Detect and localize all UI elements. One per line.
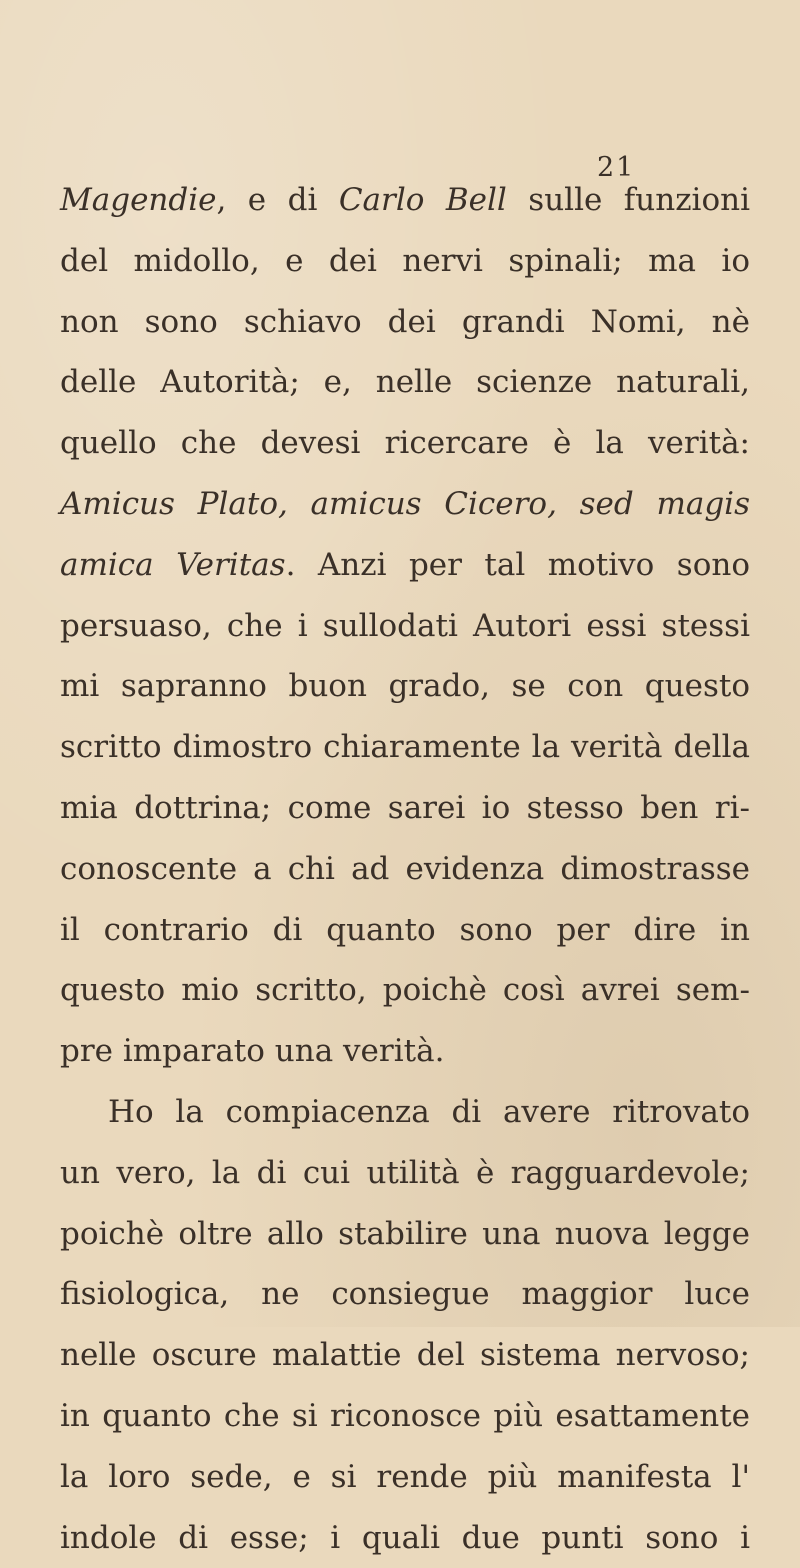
text-line: amica Veritas. Anzi per tal motivo sono bbox=[60, 546, 750, 583]
text-line: indole di esse; i quali due punti sono i bbox=[60, 1519, 750, 1556]
text-line: Magendie, e di Carlo Bell sulle funzioni bbox=[60, 182, 750, 218]
text-line: Ho la compiacenza di avere ritrovato bbox=[108, 1093, 750, 1130]
text-line: il contrario di quanto sono per dire in bbox=[60, 911, 750, 948]
text-line: conoscente a chi ad evidenza dimostrasse bbox=[60, 850, 750, 887]
text-line: fisiologica, ne consiegue maggior luce bbox=[60, 1276, 750, 1313]
text-line: un vero, la di cui utilità è ragguardevole; bbox=[60, 1154, 750, 1191]
text-line: mi sapranno buon grado, se con questo bbox=[60, 668, 750, 705]
text-line: pre imparato una verità. bbox=[60, 1033, 445, 1070]
text-line: non sono schiavo dei grandi Nomi, nè bbox=[60, 303, 750, 340]
text-line: questo mio scritto, poichè così avrei sem- bbox=[60, 972, 750, 1009]
text-line: scritto dimostro chiaramente la verità della bbox=[60, 729, 750, 766]
text-line: poichè oltre allo stabilire una nuova legge bbox=[60, 1215, 750, 1252]
text-line: delle Autorità; e, nelle scienze naturali, bbox=[60, 364, 750, 401]
body-text bbox=[60, 170, 750, 1568]
text-line: quello che devesi ricercare è la verità: bbox=[60, 425, 750, 462]
text-line: mia dottrina; come sarei io stesso ben ri- bbox=[60, 789, 750, 826]
text-line: nelle oscure malattie del sistema nervoso; bbox=[60, 1337, 750, 1374]
page-number: 21 bbox=[597, 152, 636, 183]
text-line: persuaso, che i sullodati Autori essi stessi bbox=[60, 607, 750, 644]
text-line: la loro sede, e si rende più manifesta l' bbox=[60, 1458, 750, 1495]
text-line: in quanto che si riconosce più esattamente bbox=[60, 1397, 750, 1434]
text-line: del midollo, e dei nervi spinali; ma io bbox=[60, 242, 750, 279]
text-line: Amicus Plato, amicus Cicero, sed magis bbox=[60, 485, 750, 522]
